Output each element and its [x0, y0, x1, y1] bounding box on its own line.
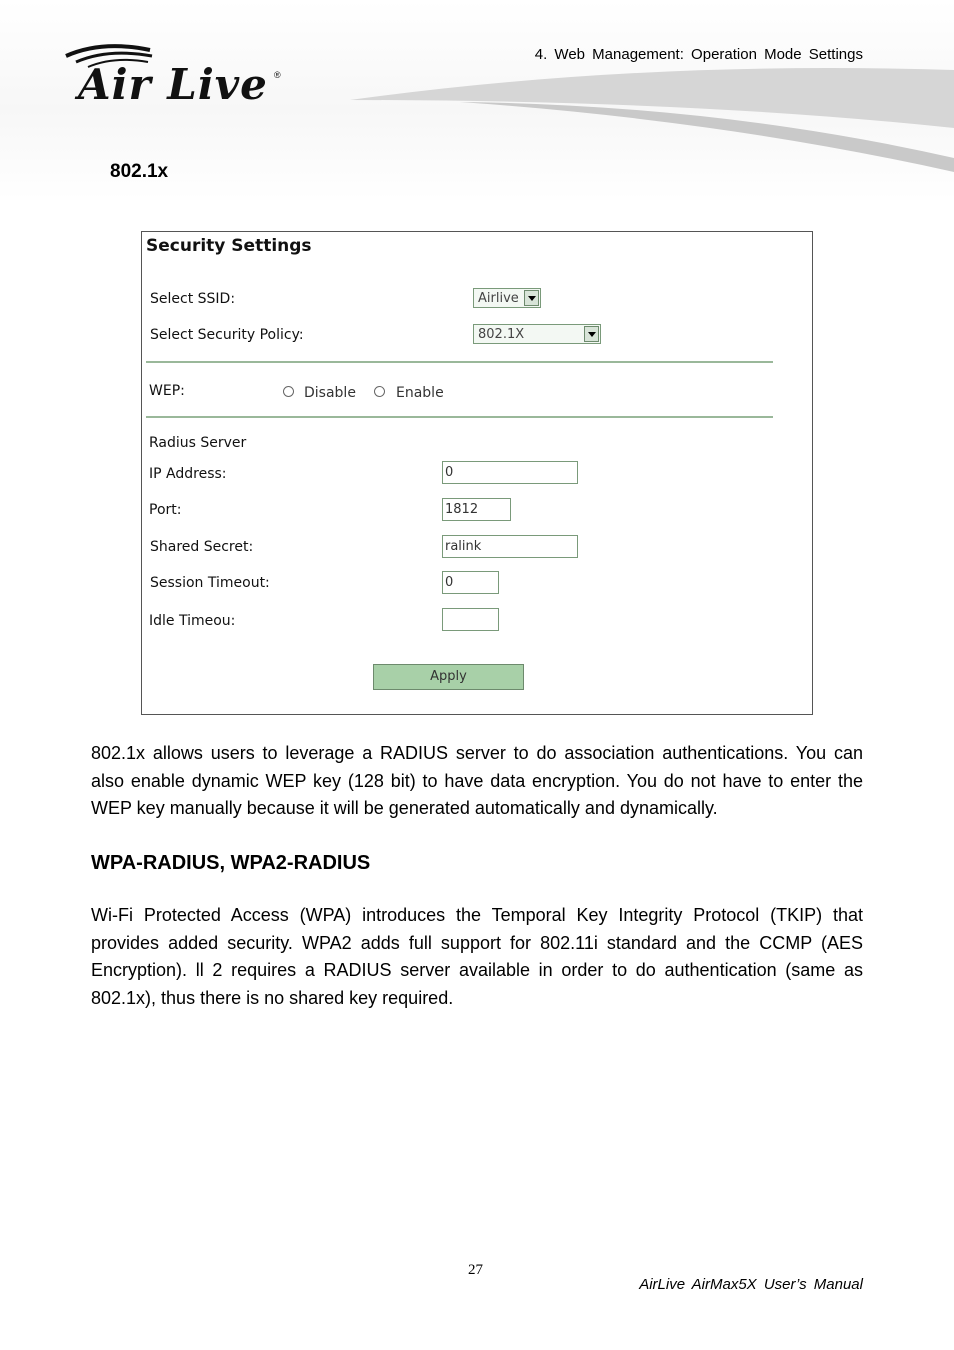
chevron-down-icon[interactable] [524, 290, 539, 306]
security-policy-value: 802.1X [478, 327, 525, 342]
idle-timeout-label: Idle Timeou: [149, 613, 236, 629]
section-title-8021x: 802.1x [110, 161, 169, 182]
divider [146, 416, 773, 418]
chevron-down-icon[interactable] [584, 326, 599, 342]
ssid-select[interactable] [473, 288, 541, 308]
paragraph-8021x: 802.1x allows users to leverage a RADIUS server to do association authentications. You can also enable dynamic WEP key (128 bit) to have data encryption. You do not have to enter the WEP key manually because it will be generated automatically and dynamically. [91, 743, 863, 818]
page-number: 27 [468, 1262, 483, 1278]
shared-secret-label: Shared Secret: [150, 539, 254, 555]
wep-enable-label: Enable [396, 385, 444, 401]
wep-label: WEP: [149, 383, 185, 399]
ssid-select-value: Airlive [478, 291, 519, 306]
airlive-logo: Air Live [78, 60, 268, 109]
idle-timeout-input[interactable] [442, 608, 499, 631]
radius-server-heading: Radius Server [149, 435, 247, 451]
divider [146, 361, 773, 363]
security-policy-label: Select Security Policy: [150, 327, 304, 343]
select-ssid-label: Select SSID: [150, 291, 236, 307]
wep-disable-radio[interactable] [283, 386, 294, 397]
session-timeout-input[interactable]: 0 [442, 571, 499, 594]
manual-title: AirLive AirMax5X User’s Manual [639, 1276, 863, 1293]
apply-button[interactable]: Apply [373, 664, 524, 690]
header-swoosh-graphic [340, 60, 954, 180]
registered-mark: ® [274, 70, 281, 80]
panel-title: Security Settings [146, 236, 312, 256]
ip-address-label: IP Address: [149, 466, 227, 482]
security-policy-select[interactable] [473, 324, 601, 344]
security-settings-screenshot [141, 231, 813, 715]
wpa-radius-heading: WPA-RADIUS, WPA2-RADIUS [91, 852, 371, 874]
session-timeout-label: Session Timeout: [150, 575, 270, 591]
wep-disable-label: Disable [304, 385, 356, 401]
port-input[interactable]: 1812 [442, 498, 511, 521]
ip-address-input[interactable]: 0 [442, 461, 578, 484]
paragraph-wpa: Wi-Fi Protected Access (WPA) introduces the Temporal Key Integrity Protocol (TKIP) that provides added security. WPA2 adds full support for 802.11i standard and the CCMP (AES Encryption). ll 2 requires a RADIUS server available in order to do authentication (same as 802.1x), thus there is no shared key required. [91, 905, 863, 1008]
port-label: Port: [149, 502, 182, 518]
chapter-title: 4. Web Management: Operation Mode Settings [534, 46, 863, 63]
shared-secret-input[interactable]: ralink [442, 535, 578, 558]
wep-enable-radio[interactable] [374, 386, 385, 397]
